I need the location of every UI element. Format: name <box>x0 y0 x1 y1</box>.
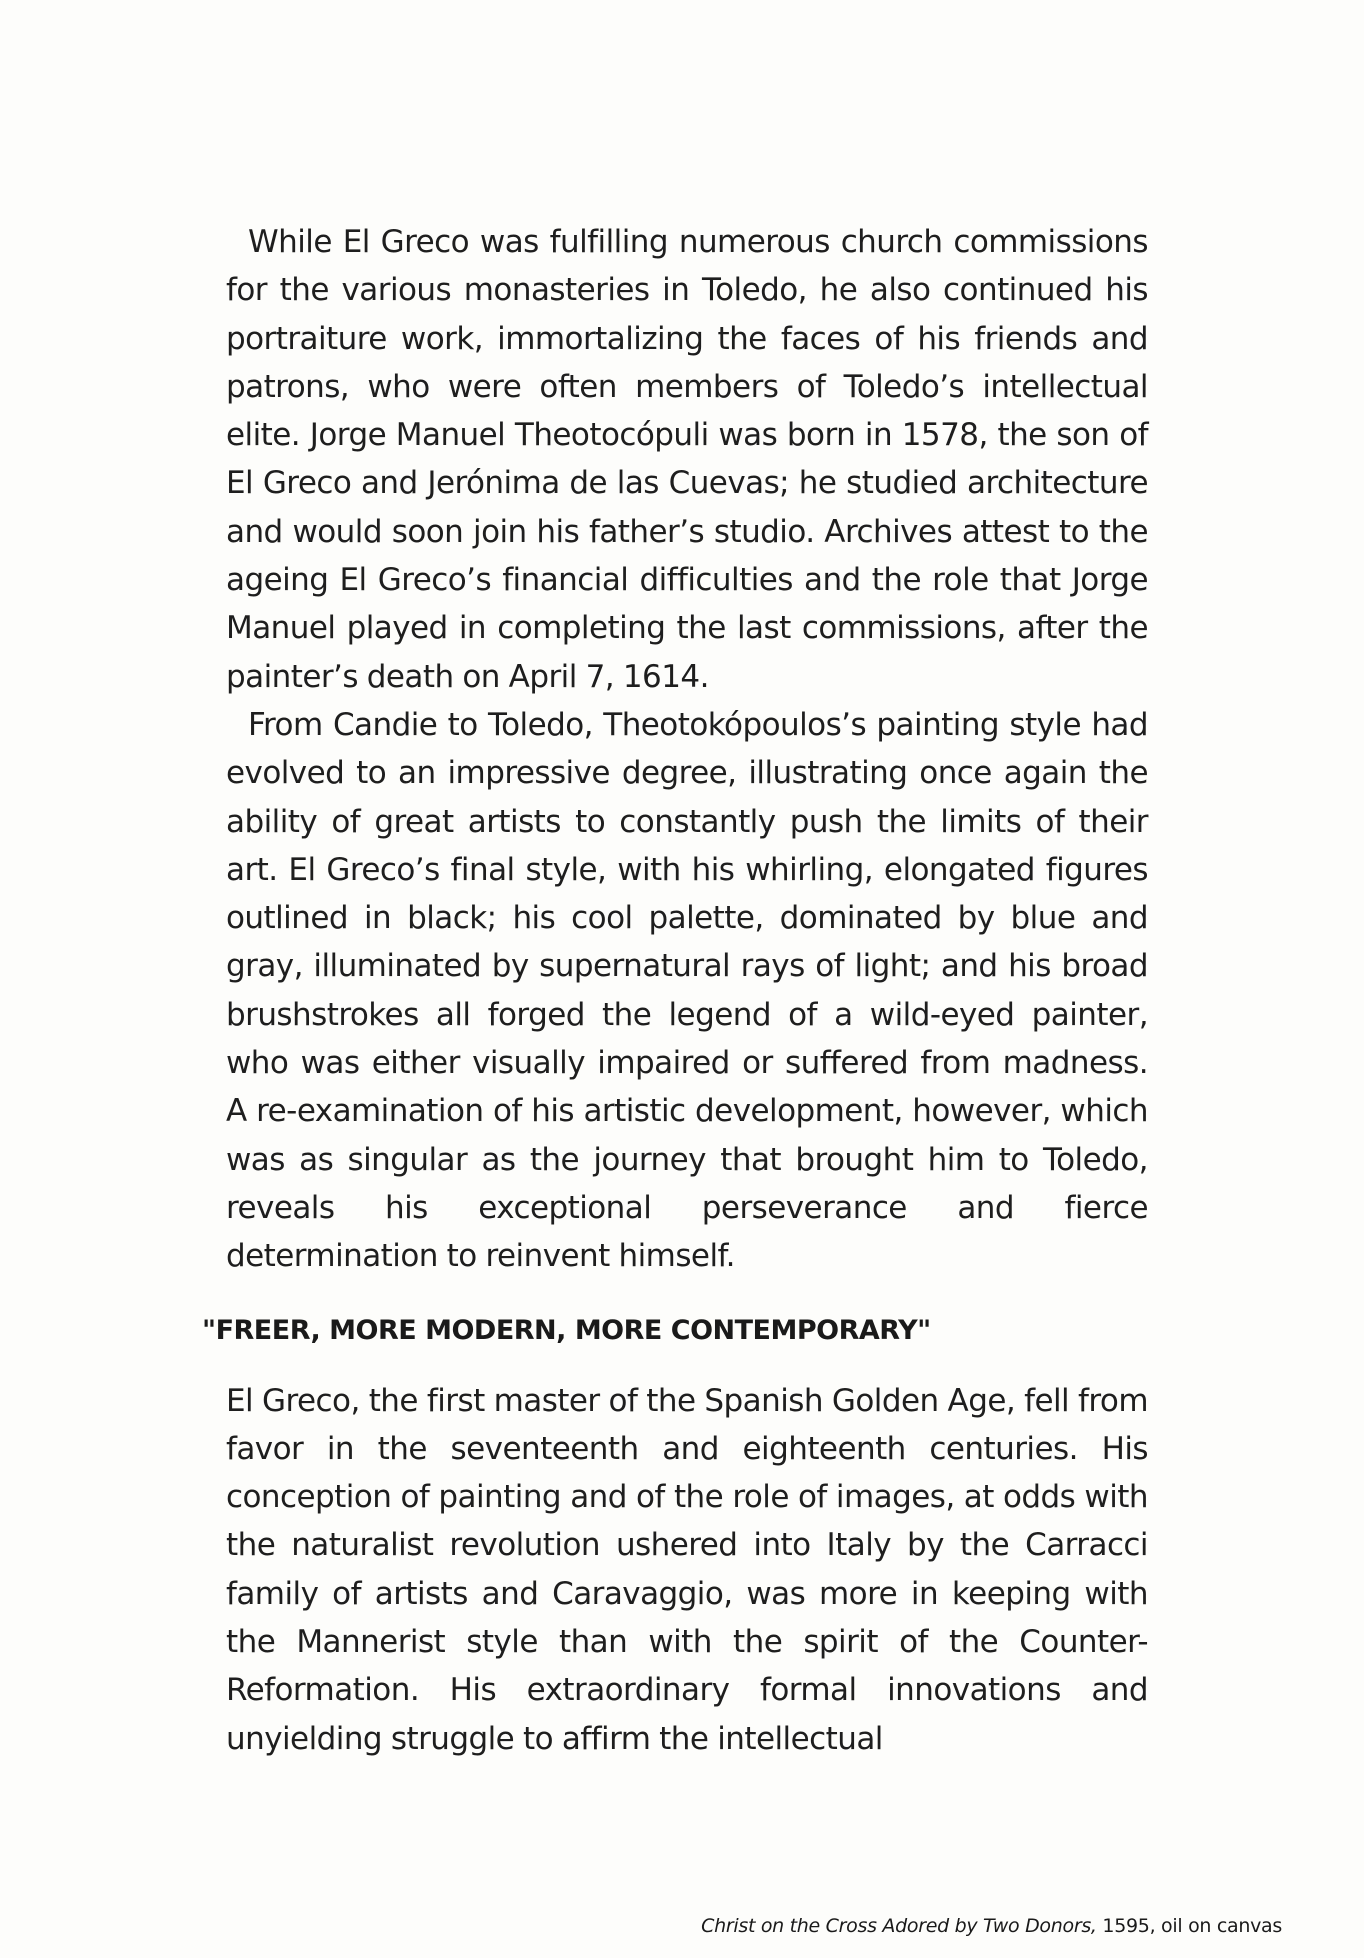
caption-artwork-title: Christ on the Cross Adored by Two Donors, <box>701 1915 1097 1937</box>
text-column <box>202 218 1148 1763</box>
paragraph-golden-age: El Greco, the first master of the Spanish Golden Age, fell from favor in the seventeenth and eighteenth centuries. His conception of painting and of the role of images, at odds with the naturalist revolution ushered into Italy by the Carracci family of artists and Caravaggio, was more in keeping with the Mannerist style than with the spirit of the Counter-Reformation. His extraordinary formal innovations and unyielding struggle to affirm the intellectual <box>226 1382 1148 1757</box>
paragraph-painting-style: From Candie to Toledo, Theotokópoulos’s painting style had evolved to an impressive degree, illustrating once again the ability of great artists to constantly push the limits of their art. El Greco’s final style, with his whirling, elongated figures outlined in black; his cool palette, dominated by blue and gray, illuminated by supernatural rays of light; and his broad brushstrokes all forged the legend of a wild-eyed painter, who was either visually impaired or suffered from madness. A re-examination of his artistic development, however, which was as singular as the journey that brought him to Toledo, reveals his exceptional perseverance and fierce determination to reinvent himself. <box>226 706 1148 1275</box>
figure-caption <box>701 1915 1282 1937</box>
caption-artwork-details: 1595, oil on canvas <box>1096 1915 1282 1937</box>
section-heading: "FREER, MORE MODERN, MORE CONTEMPORARY" <box>202 1314 931 1346</box>
paragraph-portraiture: While El Greco was fulfilling numerous church commissions for the various monasteries in Toledo, he also continued his portraiture work, immortalizing the faces of his friends and patrons, who were often members of Toledo’s intellectual elite. Jorge Manuel Theotocópuli was born in 1578, the son of El Greco and Jerónima de las Cuevas; he studied architecture and would soon join his father’s studio. Archives attest to the ageing El Greco’s financial difficulties and the role that Jorge Manuel played in completing the last commissions, after the painter’s death on April 7, 1614. <box>226 224 1148 695</box>
